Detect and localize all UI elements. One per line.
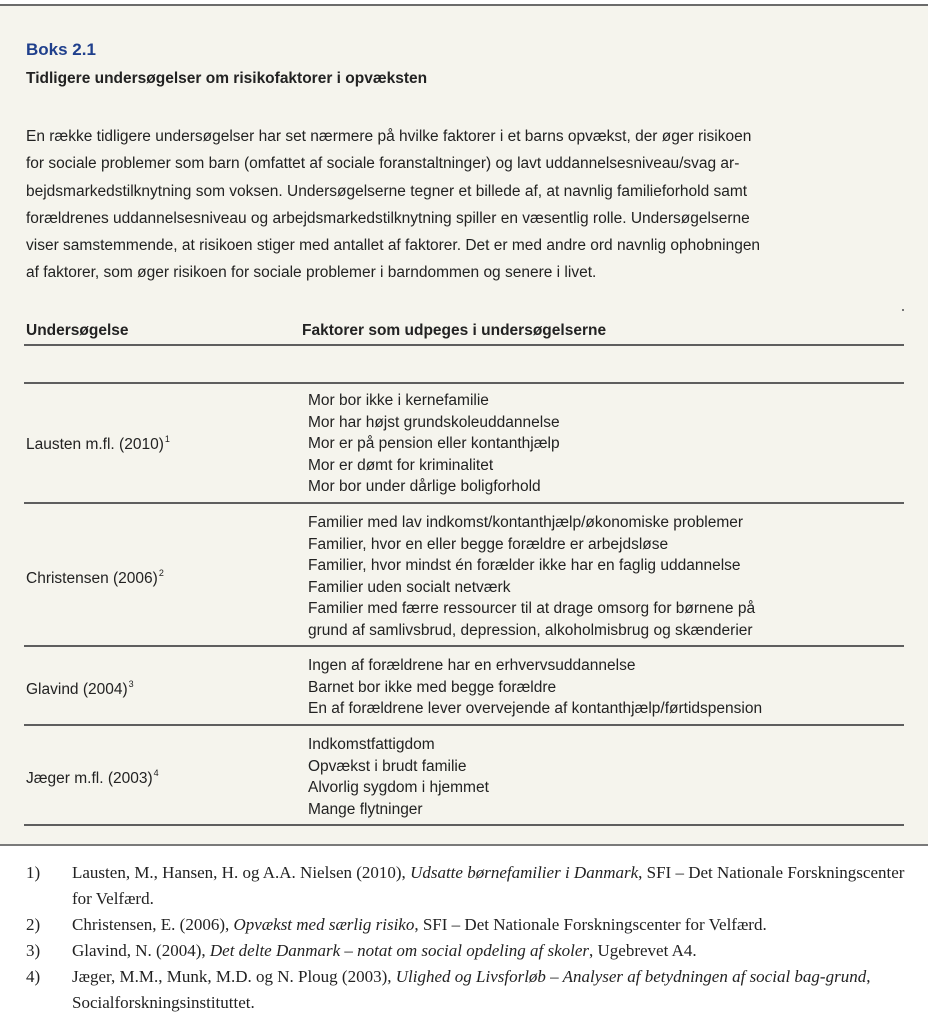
- footnote-number: 4): [26, 967, 41, 986]
- study-name: Jæger m.fl. (2003): [26, 770, 153, 787]
- factor-item: En af forældrene lever overvejende af kontanthjælp/førtidspension: [308, 700, 763, 718]
- table-header-study: Undersøgelse: [26, 322, 129, 339]
- factor-item: Familier med færre ressourcer til at drage omsorg for børnene på: [308, 600, 756, 618]
- footnote-ref: 2: [158, 568, 164, 578]
- study-name: Glavind (2004): [26, 681, 128, 698]
- footnotes: [26, 860, 906, 1016]
- factor-item: Indkomstfattigdom: [308, 736, 435, 753]
- factor-item: Mor bor ikke i kernefamilie: [308, 392, 489, 409]
- factor-item: grund af samlivsbrud, depression, alkoholmisbrug og skænderier: [308, 621, 753, 639]
- footnote: [26, 912, 906, 938]
- intro-line: viser samstemmende, at risikoen stiger med antallet af faktorer. Det er med andre ord navnlig ophobningen: [26, 237, 761, 255]
- table-row-study: [26, 768, 159, 788]
- table-header-factors: Faktorer som udpeges i undersøgelserne: [302, 322, 607, 339]
- table-rule: [24, 382, 904, 384]
- factor-item: Opvækst i brudt familie: [308, 757, 467, 775]
- factor-item: Familier, hvor mindst én forælder ikke har en faglig uddannelse: [308, 557, 741, 575]
- table-rule: [24, 344, 904, 346]
- factor-item: Mor er på pension eller kontanthjælp: [308, 435, 560, 453]
- factor-item: Mange flytninger: [308, 800, 423, 818]
- table-row-factors: [308, 734, 489, 820]
- study-name: Christensen (2006): [26, 570, 158, 587]
- footnote-authors: Lausten, M., Hansen, H. og A.A. Nielsen (2010),: [72, 863, 411, 882]
- footnote-authors: Christensen, E. (2006),: [72, 915, 234, 934]
- box-title: Tidligere undersøgelser om risikofaktorer i opvæksten: [26, 70, 428, 87]
- factor-item: Ingen af forældrene har en erhvervsuddannelse: [308, 657, 636, 674]
- intro-line: bejdsmarkedstilknytning som voksen. Undersøgelserne tegner et billede af, at navnlig familieforhold samt: [26, 182, 748, 200]
- factor-item: Familier med lav indkomst/kontanthjælp/økonomiske problemer: [308, 514, 744, 531]
- box-number: Boks 2.1: [26, 40, 96, 59]
- footnote-publisher: , SFI – Det Nationale Forskningscenter for Velfærd.: [72, 863, 905, 908]
- footnote-ref: 3: [128, 679, 134, 689]
- factor-item: Barnet bor ikke med begge forældre: [308, 678, 557, 696]
- factor-item: Mor er dømt for kriminalitet: [308, 456, 494, 474]
- table-row-study: [26, 568, 164, 588]
- intro-line: for sociale problemer som barn (omfattet af sociale foranstaltninger) og lavt uddannelsesniveau/svag ar-: [26, 155, 740, 173]
- factor-item: Familier uden socialt netværk: [308, 578, 511, 596]
- footnote: [26, 964, 906, 1016]
- footnote-title: Udsatte børnefamilier i Danmark: [410, 863, 639, 882]
- footnote-publisher: , Ugebrevet A4.: [589, 941, 697, 960]
- footnote-authors: Jæger, M.M., Munk, M.D. og N. Ploug (2003),: [72, 967, 396, 986]
- table-rule: [24, 824, 904, 826]
- table-row-study: [26, 434, 170, 454]
- intro-line: forældrenes uddannelsesniveau og arbejdsmarkedstilknytning spiller en væsentlig rolle. Undersøgelserne: [26, 209, 750, 227]
- footnote-number: 3): [26, 941, 41, 960]
- table-row-factors: [308, 512, 755, 642]
- footnote: [26, 938, 906, 964]
- info-box: [0, 4, 928, 846]
- footnote-authors: Glavind, N. (2004),: [72, 941, 210, 960]
- factor-item: Mor bor under dårlige boligforhold: [308, 478, 541, 496]
- footnote-title: Ulighed og Livsforløb – Analyser af betydningen af social bag-grund: [395, 967, 867, 986]
- table-row-study: [26, 679, 134, 699]
- intro-line: af faktorer, som øger risikoen for sociale problemer i barndommen og senere i livet.: [26, 264, 597, 282]
- footnote-title: Det delte Danmark – notat om social opdeling af skoler: [209, 941, 590, 960]
- study-name: Lausten m.fl. (2010): [26, 436, 164, 453]
- footnote-title: Opvækst med særlig risiko: [233, 915, 415, 934]
- table-rule: [24, 645, 904, 647]
- factor-item: Alvorlig sygdom i hjemmet: [308, 779, 489, 797]
- table-row-factors: [308, 390, 560, 498]
- intro-line: En række tidligere undersøgelser har set nærmere på hvilke faktorer i et barns opvækst, der øger risikoen: [26, 128, 752, 145]
- footnote-ref: 4: [153, 768, 159, 778]
- factor-item: Mor har højst grundskoleuddannelse: [308, 413, 560, 431]
- footnote-ref: 1: [164, 434, 170, 444]
- table-row-factors: [308, 655, 762, 720]
- table-rule: [24, 502, 904, 504]
- table-rule: [24, 724, 904, 726]
- factor-item: Familier, hvor en eller begge forældre er arbejdsløse: [308, 535, 669, 553]
- footnote-number: 1): [26, 863, 41, 882]
- stray-mark: [902, 309, 904, 311]
- footnote: [26, 860, 906, 912]
- intro-paragraph: [26, 123, 906, 287]
- footnote-publisher: , Socialforskningsinstituttet.: [72, 967, 871, 1012]
- footnote-number: 2): [26, 915, 41, 934]
- footnote-publisher: , SFI – Det Nationale Forskningscenter for Velfærd.: [414, 915, 767, 934]
